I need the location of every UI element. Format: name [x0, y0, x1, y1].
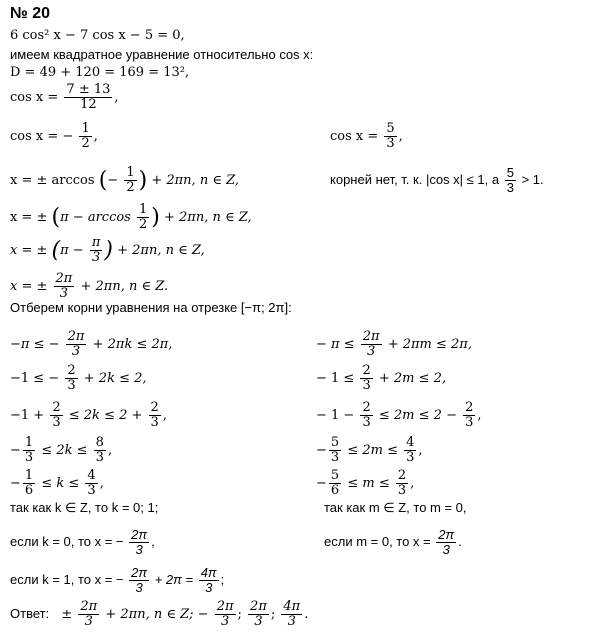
- denominator: 6: [24, 483, 34, 498]
- problem-number: № 20: [10, 5, 51, 22]
- punct: .: [304, 607, 309, 622]
- text: + 2πm ≤ 2π,: [387, 337, 472, 352]
- denominator: 3: [84, 614, 93, 629]
- denominator: 2: [81, 136, 90, 151]
- solution-arccos: [10, 166, 239, 195]
- solution-line-2: [10, 203, 252, 232]
- denominator: 3: [135, 580, 143, 595]
- numerator: 2: [362, 400, 371, 415]
- text: + 2π =: [154, 571, 194, 587]
- text: + 2πn, n ∈ Z,: [164, 210, 252, 225]
- denominator: 3: [24, 450, 34, 465]
- ineq-k-3: [10, 401, 167, 430]
- text: ≤ 2m ≤: [347, 443, 398, 458]
- numerator: 2: [150, 400, 159, 415]
- numerator: 1: [139, 202, 148, 217]
- k1-case: [10, 566, 224, 595]
- fraction: [90, 236, 103, 265]
- numerator: 7 ± 13: [66, 82, 111, 97]
- cos-roots-formula: [10, 83, 119, 112]
- numerator: 1: [126, 165, 135, 180]
- denominator: 3: [52, 415, 61, 430]
- m-integer-note: так как m ∈ Z, то m = 0,: [324, 500, 467, 515]
- numerator: 2π: [67, 329, 85, 344]
- punct: ,: [93, 129, 98, 144]
- ineq-m-3: [316, 401, 482, 430]
- text: ≤ 2k ≤ 2 +: [68, 408, 143, 423]
- paren-close: ): [104, 238, 113, 263]
- denominator: 3: [386, 136, 395, 151]
- numerator: 1: [24, 435, 34, 450]
- denominator: 3: [254, 614, 263, 629]
- section-heading: Отберем корни уравнения на отрезке [−π; 2π]:: [10, 300, 292, 315]
- equation-line: 6 cos² x − 7 cos x − 5 = 0,: [10, 28, 185, 43]
- text: x = ±: [10, 279, 48, 294]
- numerator: 5: [386, 121, 395, 136]
- numerator: 1: [81, 121, 90, 136]
- numerator: 4: [406, 435, 415, 450]
- numerator: 5: [506, 165, 514, 180]
- fraction: [360, 401, 372, 430]
- fraction: [78, 600, 99, 629]
- ineq-k-4: [10, 436, 112, 465]
- k-integer-note: так как k ∈ Z, то k = 0; 1;: [10, 500, 159, 515]
- ineq-k-5: [10, 469, 104, 498]
- ineq-m-1: [316, 330, 472, 359]
- denominator: 3: [406, 450, 415, 465]
- numerator: 1: [24, 468, 34, 483]
- text: ≤ 2m ≤ 2 −: [378, 408, 457, 423]
- ineq-m-2: [316, 364, 446, 393]
- fraction: [329, 436, 341, 465]
- numerator: 2: [362, 363, 371, 378]
- fraction: [436, 528, 456, 557]
- denominator: 3: [367, 344, 376, 359]
- fraction: [149, 401, 161, 430]
- denominator: 3: [362, 415, 371, 430]
- numerator: 2: [67, 363, 76, 378]
- punct: ,: [418, 443, 423, 458]
- numerator: 8: [95, 435, 104, 450]
- denominator: 2: [139, 217, 148, 232]
- text: ±: [61, 607, 73, 622]
- text: ≤ k ≤: [41, 476, 80, 491]
- fraction: [396, 469, 408, 498]
- numerator: 2π: [80, 599, 98, 614]
- cos-root-1: [10, 122, 98, 151]
- ineq-k-1: [10, 330, 172, 359]
- fraction: [124, 166, 136, 195]
- punct: ,: [398, 129, 403, 144]
- numerator: 2π: [131, 565, 148, 580]
- lhs: cos x = −: [10, 129, 74, 144]
- paren-open: (: [51, 205, 61, 230]
- minus: −: [107, 173, 119, 188]
- fraction: [281, 600, 302, 629]
- fraction: [23, 436, 35, 465]
- denominator: 3: [135, 542, 143, 557]
- punct: ;: [220, 571, 225, 587]
- denominator: 3: [87, 483, 96, 498]
- denominator: 3: [506, 180, 514, 195]
- solution-line-3: [10, 236, 205, 265]
- paren-close: ): [138, 168, 148, 193]
- cos-root-2: [330, 122, 403, 151]
- denominator: 3: [287, 614, 296, 629]
- text: −: [316, 443, 327, 458]
- denominator: 3: [465, 415, 474, 430]
- text: −: [10, 476, 21, 491]
- fraction: [85, 469, 97, 498]
- text: −π ≤ −: [10, 337, 60, 352]
- numerator: 5: [330, 468, 340, 483]
- numerator: 4π: [283, 599, 301, 614]
- text: + 2πn, n ∈ Z,: [151, 173, 240, 188]
- fraction: [65, 364, 77, 393]
- denominator: 3: [362, 378, 371, 393]
- text: π − arccos: [60, 210, 131, 225]
- text: + 2πn, n ∈ Z.: [80, 279, 169, 294]
- answer-label: Ответ:: [10, 606, 50, 621]
- fraction: [463, 401, 475, 430]
- fraction: [404, 436, 416, 465]
- text: −1 ≤ −: [10, 371, 60, 386]
- fraction: [248, 600, 269, 629]
- solution-final: [10, 272, 168, 301]
- text: если m = 0, то x =: [324, 533, 431, 549]
- fraction: [50, 401, 62, 430]
- lhs: cos x =: [10, 90, 59, 105]
- ineq-m-5: [316, 469, 414, 498]
- punct: ;: [237, 607, 242, 622]
- text: −: [10, 443, 21, 458]
- text: + 2πn, n ∈ Z; −: [105, 607, 209, 622]
- numerator: 2: [465, 400, 474, 415]
- punct: ,: [477, 408, 482, 423]
- text: π −: [60, 243, 84, 258]
- fraction: [79, 122, 91, 151]
- denominator: 3: [220, 614, 230, 629]
- no-roots-note: [330, 166, 544, 195]
- fraction: [129, 528, 149, 557]
- fraction: [329, 469, 341, 498]
- fraction: [215, 600, 236, 629]
- text-line: имеем квадратное уравнение относительно cos x:: [10, 47, 314, 62]
- ineq-k-2: [10, 364, 147, 393]
- denominator: 3: [71, 344, 81, 359]
- numerator: 5: [330, 435, 340, 450]
- punct: ,: [99, 476, 104, 491]
- numerator: 4π: [200, 565, 217, 580]
- discriminant-line: D = 49 + 120 = 169 = 13²,: [10, 65, 190, 80]
- fraction: [505, 166, 516, 195]
- denominator: 3: [59, 286, 69, 301]
- fraction: [199, 566, 219, 595]
- denominator: 2: [126, 180, 135, 195]
- paren-close: ): [151, 205, 160, 230]
- text: x = ± arccos: [10, 173, 95, 188]
- text: x = ±: [10, 243, 48, 258]
- denominator: 3: [150, 415, 159, 430]
- fraction: [64, 83, 112, 112]
- fraction: [137, 203, 149, 232]
- denominator: 3: [442, 542, 450, 557]
- text: если k = 1, то x = −: [10, 571, 124, 587]
- numerator: 2: [397, 468, 407, 483]
- denominator: 6: [330, 483, 340, 498]
- denominator: 3: [91, 250, 101, 265]
- text: −1 +: [10, 408, 45, 423]
- numerator: 2π: [55, 271, 73, 286]
- numerator: 2π: [362, 329, 380, 344]
- numerator: 2: [52, 400, 61, 415]
- answer-line: [10, 600, 308, 629]
- fraction: [129, 566, 149, 595]
- text: + 2πn, n ∈ Z,: [117, 243, 205, 258]
- numerator: 2π: [216, 599, 234, 614]
- text: + 2k ≤ 2,: [83, 371, 147, 386]
- text: − π ≤: [316, 337, 355, 352]
- punct: ,: [151, 533, 155, 549]
- fraction: [384, 122, 396, 151]
- ineq-m-4: [316, 436, 423, 465]
- fraction: [54, 272, 75, 301]
- denominator: 3: [95, 450, 104, 465]
- punct: ,: [410, 476, 415, 491]
- denominator: 3: [67, 378, 76, 393]
- text: > 1.: [521, 171, 544, 187]
- text: + 2m ≤ 2,: [378, 371, 447, 386]
- denominator: 3: [205, 580, 213, 595]
- punct: .: [458, 533, 462, 549]
- denominator: 3: [397, 483, 407, 498]
- text: − 1 ≤: [316, 371, 355, 386]
- text: ≤ m ≤: [347, 476, 390, 491]
- paren-open: (: [51, 238, 61, 263]
- numerator: 2π: [250, 599, 267, 614]
- m0-case: [324, 528, 462, 557]
- punct: ;: [270, 607, 276, 622]
- punct: ,: [114, 90, 119, 105]
- numerator: 4: [87, 468, 96, 483]
- fraction: [23, 469, 35, 498]
- lhs: cos x =: [330, 129, 379, 144]
- punct: ,: [107, 443, 113, 458]
- denominator: 12: [80, 97, 97, 112]
- text: + 2πk ≤ 2π,: [92, 337, 173, 352]
- text: ≤ 2k ≤: [41, 443, 88, 458]
- text: если k = 0, то x = −: [10, 533, 124, 549]
- fraction: [94, 436, 106, 465]
- punct: ,: [162, 408, 167, 423]
- numerator: 2π: [131, 527, 148, 542]
- text: −: [316, 476, 327, 491]
- text: корней нет, т. к. |cos x| ≤ 1, а: [330, 171, 500, 187]
- k0-case: [10, 528, 155, 557]
- fraction: [360, 364, 372, 393]
- text: − 1 −: [316, 408, 355, 423]
- paren-open: (: [98, 168, 108, 193]
- fraction: [361, 330, 382, 359]
- denominator: 3: [330, 450, 340, 465]
- fraction: [66, 330, 87, 359]
- numerator: π: [91, 235, 101, 250]
- text: x = ±: [10, 210, 48, 225]
- numerator: 2π: [438, 527, 455, 542]
